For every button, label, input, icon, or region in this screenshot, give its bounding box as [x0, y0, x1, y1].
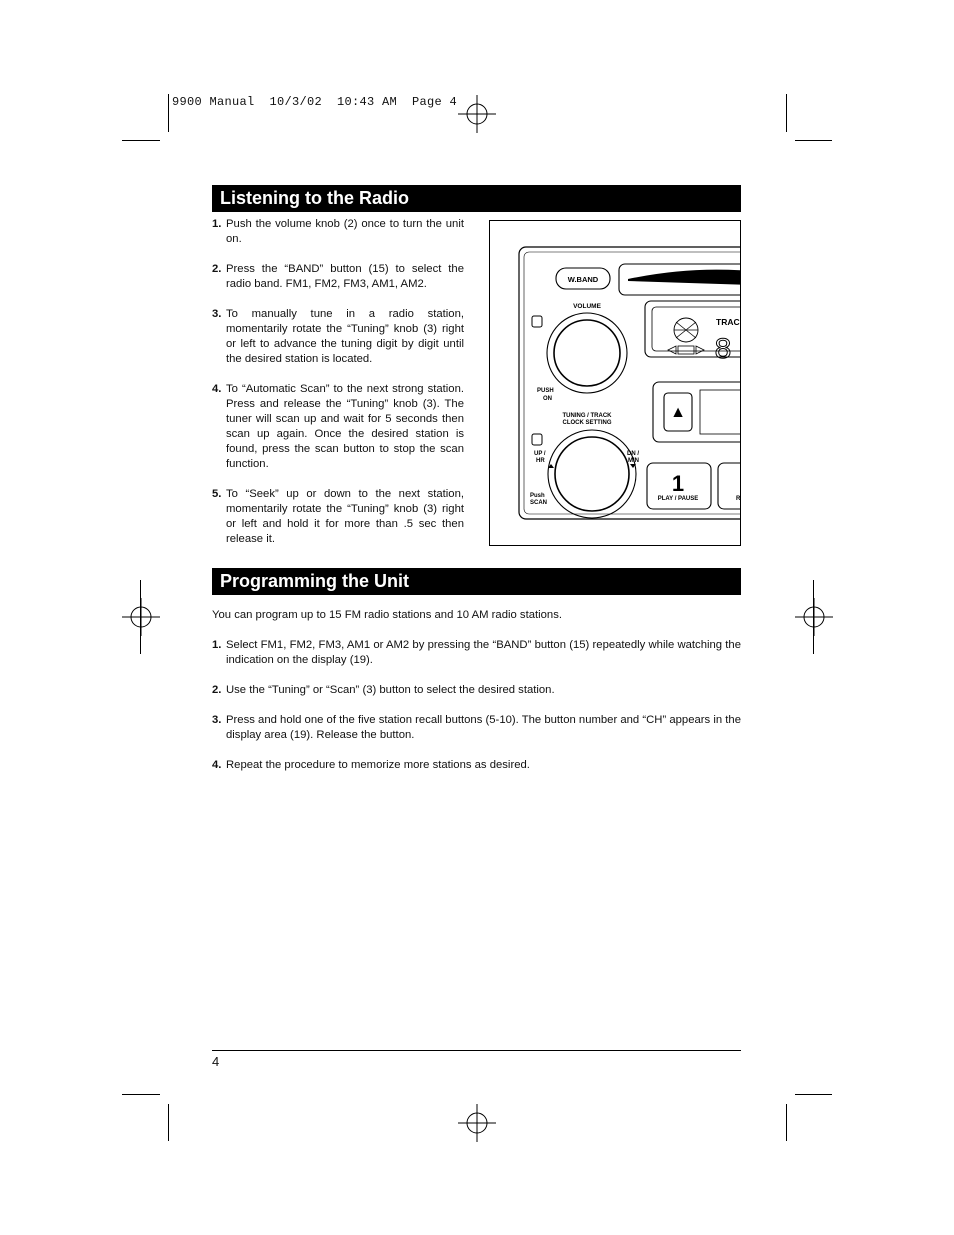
listening-steps — [212, 217, 464, 562]
crop-mark — [795, 140, 832, 141]
list-item — [212, 307, 464, 367]
up-label: UP / — [534, 451, 546, 457]
eject-icon: ▲ — [670, 404, 686, 421]
page-number: 4 — [212, 1054, 220, 1069]
volume-label: VOLUME — [573, 303, 601, 310]
step-number: 5. — [212, 488, 222, 500]
scan-label: SCAN — [530, 500, 548, 506]
step-number: 2. — [212, 263, 222, 275]
step-number: 4. — [212, 383, 222, 395]
list-item — [212, 262, 464, 292]
push-scan-label: Push — [530, 493, 545, 499]
radio-faceplate-figure — [489, 220, 741, 546]
registration-mark-icon — [458, 1104, 496, 1142]
step-number: 2. — [212, 684, 222, 696]
r-label: R — [736, 496, 741, 502]
step-number: 3. — [212, 308, 222, 320]
step-text: To manually tune in a radio station, momentarily rotate the “Tuning” knob (3) right or left to advance the tuning digit by digit until the desired station is located. — [226, 308, 464, 365]
on-label: ON — [543, 396, 552, 402]
list-item — [212, 638, 741, 668]
min-label: MIN — [628, 458, 639, 464]
wband-label: W.BAND — [567, 275, 599, 284]
step-text: Press the “BAND” button (15) to select the radio band. FM1, FM2, FM3, AM1, AM2. — [226, 263, 464, 290]
dn-label: DN / — [627, 451, 639, 457]
footer-rule — [212, 1050, 741, 1051]
volume-knob — [547, 313, 627, 393]
step-number: 1. — [212, 639, 222, 651]
radio-faceplate-illustration — [490, 221, 741, 546]
preset-number: 1 — [671, 471, 685, 496]
registration-mark-icon — [458, 95, 496, 133]
crop-mark — [795, 1094, 832, 1095]
list-item — [212, 758, 741, 773]
programming-steps — [212, 608, 741, 788]
clock-setting-label: CLOCK SETTING — [562, 420, 612, 426]
crop-mark — [786, 94, 787, 132]
disc-icon — [674, 318, 698, 342]
step-text: Push the volume knob (2) once to turn the unit on. — [226, 218, 464, 245]
crop-mark — [168, 94, 169, 132]
list-item — [212, 683, 741, 698]
step-text: Repeat the procedure to memorize more stations as desired. — [226, 759, 530, 771]
hr-label: HR — [536, 458, 545, 464]
step-text: Select FM1, FM2, FM3, AM1 or AM2 by pressing the “BAND” button (15) repeatedly while watching the indication on the display (19). — [226, 639, 741, 666]
list-item — [212, 382, 464, 472]
step-text: Press and hold one of the five station recall buttons (5-10). The button number and “CH” appears in the display area (19). Release the button. — [226, 714, 741, 741]
crop-mark — [122, 140, 160, 141]
list-item — [212, 217, 464, 247]
intro-text: You can program up to 15 FM radio stations and 10 AM radio stations. — [212, 609, 562, 621]
track-label: TRAC — [716, 317, 740, 327]
crop-mark — [122, 1094, 160, 1095]
play-pause-label: PLAY / PAUSE — [657, 496, 699, 502]
step-number: 1. — [212, 218, 222, 230]
registration-mark-icon — [795, 598, 833, 636]
step-text: To “Seek” up or down to the next station, momentarily rotate the “Tuning” knob (3) right or left and hold it for more than .5 sec then release it. — [226, 488, 464, 545]
crop-mark — [168, 1104, 169, 1141]
step-text: To “Automatic Scan” to the next strong station. Press and release the “Tuning” knob (3). The tuner will scan up and wait for 5 seconds then scan up again. Once the desired station is found, press the scan button to stop the scan function. — [226, 383, 464, 470]
tuning-label: TUNING / TRACK — [562, 413, 612, 419]
crop-mark — [813, 580, 814, 654]
list-item — [212, 487, 464, 547]
tuning-knob — [548, 430, 636, 518]
crop-mark — [140, 580, 141, 654]
list-item — [212, 713, 741, 743]
slug-line: 9900 Manual 10/3/02 10:43 AM Page 4 — [172, 95, 458, 109]
display-digit: 8 — [714, 334, 733, 368]
step-number: 4. — [212, 759, 222, 771]
registration-mark-icon — [122, 598, 160, 636]
step-text: Use the “Tuning” or “Scan” (3) button to select the desired station. — [226, 684, 555, 696]
step-number: 3. — [212, 714, 222, 726]
section-title-listening: Listening to the Radio — [212, 185, 741, 212]
section-title-programming: Programming the Unit — [212, 568, 741, 595]
push-label: PUSH — [537, 388, 554, 394]
crop-mark — [786, 1104, 787, 1141]
